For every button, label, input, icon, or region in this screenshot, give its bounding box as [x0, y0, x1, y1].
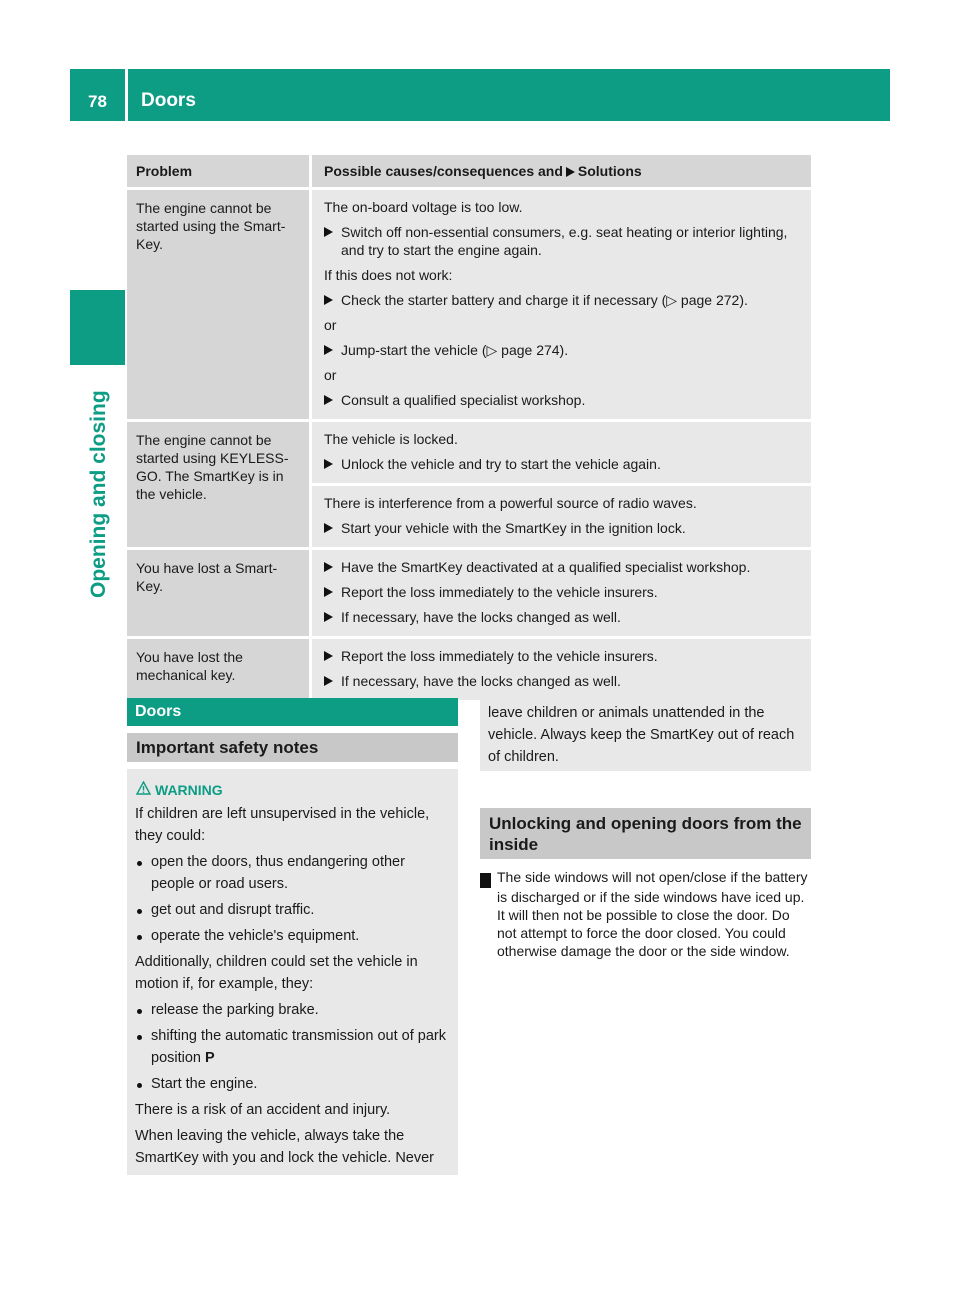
- side-tab-marker: [70, 290, 125, 365]
- problem-cell: The engine cannot be started using the Smart-Key.: [127, 190, 309, 419]
- action-step: Start your vehicle with the SmartKey in the ignition lock.: [324, 519, 803, 537]
- warning-box: [127, 769, 458, 1175]
- table-row: [127, 550, 811, 639]
- bullet-icon: [137, 935, 142, 940]
- warning-text: When leaving the vehicle, always take the SmartKey with you and lock the vehicle. Never: [135, 1128, 434, 1166]
- action-step: Have the SmartKey deactivated at a qualified specialist workshop.: [324, 558, 803, 576]
- side-tab-label: Opening and closing: [87, 390, 110, 598]
- problem-cell: You have lost the mechanical key.: [127, 639, 309, 700]
- arrow-icon: [566, 167, 575, 177]
- arrow-icon: [324, 587, 333, 597]
- bullet-icon: [137, 909, 142, 914]
- bullet-icon: [137, 1009, 142, 1014]
- bullet-icon: [137, 861, 142, 866]
- subsection-heading: Unlocking and opening doors from the inside: [480, 808, 811, 859]
- list-item: get out and disrupt traffic.: [135, 899, 450, 921]
- arrow-icon: [324, 676, 333, 686]
- action-step: Switch off non-essential consumers, e.g. seat heating or interior lighting, and try to start the engine again.: [324, 223, 803, 259]
- arrow-icon: [324, 651, 333, 661]
- header-divider: [125, 69, 128, 121]
- arrow-icon: [324, 295, 333, 305]
- action-step: Unlock the vehicle and try to start the vehicle again.: [324, 455, 803, 473]
- solution-cell: [312, 550, 811, 636]
- table-row: [127, 190, 811, 422]
- warning-text: There is a risk of an accident and injury.: [135, 1102, 391, 1118]
- list-item: operate the vehicle's equipment.: [135, 925, 450, 947]
- bullet-icon: [137, 1035, 142, 1040]
- action-step: If necessary, have the locks changed as well.: [324, 608, 803, 626]
- action-step: Report the loss immediately to the vehicle insurers.: [324, 647, 803, 665]
- exclamation-icon: !: [480, 873, 491, 888]
- problem-cell: You have lost a Smart-Key.: [127, 550, 309, 636]
- warning-title: WARNING: [135, 779, 450, 801]
- bullet-icon: [137, 1083, 142, 1088]
- arrow-icon: [324, 612, 333, 622]
- troubleshooting-table: [127, 155, 811, 700]
- list-item: release the parking brake.: [135, 999, 450, 1021]
- page-reference[interactable]: page 274).: [501, 342, 569, 358]
- subsection-heading: Important safety notes: [127, 733, 458, 762]
- table-row: [127, 422, 811, 550]
- solution-cell: The vehicle is locked. Unlock the vehicle and try to start the vehicle again. There is interference from a powerful source of radio waves. Start your vehicle with the SmartKey in the ignition lock.: [312, 422, 811, 547]
- arrow-icon: [324, 395, 333, 405]
- page-title: Doors: [141, 90, 196, 111]
- warning-triangle-icon: [136, 781, 151, 795]
- list-item: shifting the automatic transmission out of park position P: [135, 1025, 450, 1069]
- action-step: Check the starter battery and charge it if necessary (▷ page 272).: [324, 291, 803, 309]
- solution-cell: The on-board voltage is too low. Switch off non-essential consumers, e.g. seat heating or interior lighting, and try to start the engine again. If this does not work: Check the starter battery and charge it if necessary (▷ page 272). or Jump-start the vehicle (▷ page 274). or Consult a qualified specialist workshop.: [312, 190, 811, 419]
- arrow-icon: [324, 345, 333, 355]
- section-heading: Doors: [127, 698, 458, 726]
- doors-section: [127, 698, 458, 1175]
- action-step: If necessary, have the locks changed as well.: [324, 672, 803, 690]
- page-reference[interactable]: page 272).: [680, 292, 748, 308]
- list-item: Start the engine.: [135, 1073, 450, 1095]
- action-step: Consult a qualified specialist workshop.: [324, 391, 803, 409]
- arrow-icon: [324, 562, 333, 572]
- table-header-row: [127, 155, 811, 190]
- column-header-solutions: Possible causes/consequences and Solutions: [312, 155, 811, 187]
- list-item: open the doors, thus endangering other people or road users.: [135, 851, 450, 895]
- page-number: 78: [88, 92, 107, 111]
- warning-continuation: leave children or animals unattended in the vehicle. Always keep the SmartKey out of reach of children.: [480, 698, 811, 771]
- solution-cell: [312, 639, 811, 700]
- problem-cell: The engine cannot be started using KEYLESS-GO. The SmartKey is in the vehicle.: [127, 422, 309, 547]
- action-step: Jump-start the vehicle (▷ page 274).: [324, 341, 803, 359]
- arrow-icon: [324, 523, 333, 533]
- warning-text: Additionally, children could set the vehicle in motion if, for example, they:: [135, 954, 418, 992]
- warning-text: If children are left unsupervised in the vehicle, they could:: [135, 806, 430, 844]
- table-row: [127, 639, 811, 700]
- arrow-icon: [324, 227, 333, 237]
- note-paragraph: ! The side windows will not open/close if the battery is discharged or if the side windows have iced up. It will then not be possible to close the door. Do not attempt to force the door closed. You could otherwise damage the door or the side window.: [475, 869, 808, 959]
- column-header-problem: Problem: [127, 155, 309, 187]
- arrow-icon: [324, 459, 333, 469]
- action-step: Report the loss immediately to the vehicle insurers.: [324, 583, 803, 601]
